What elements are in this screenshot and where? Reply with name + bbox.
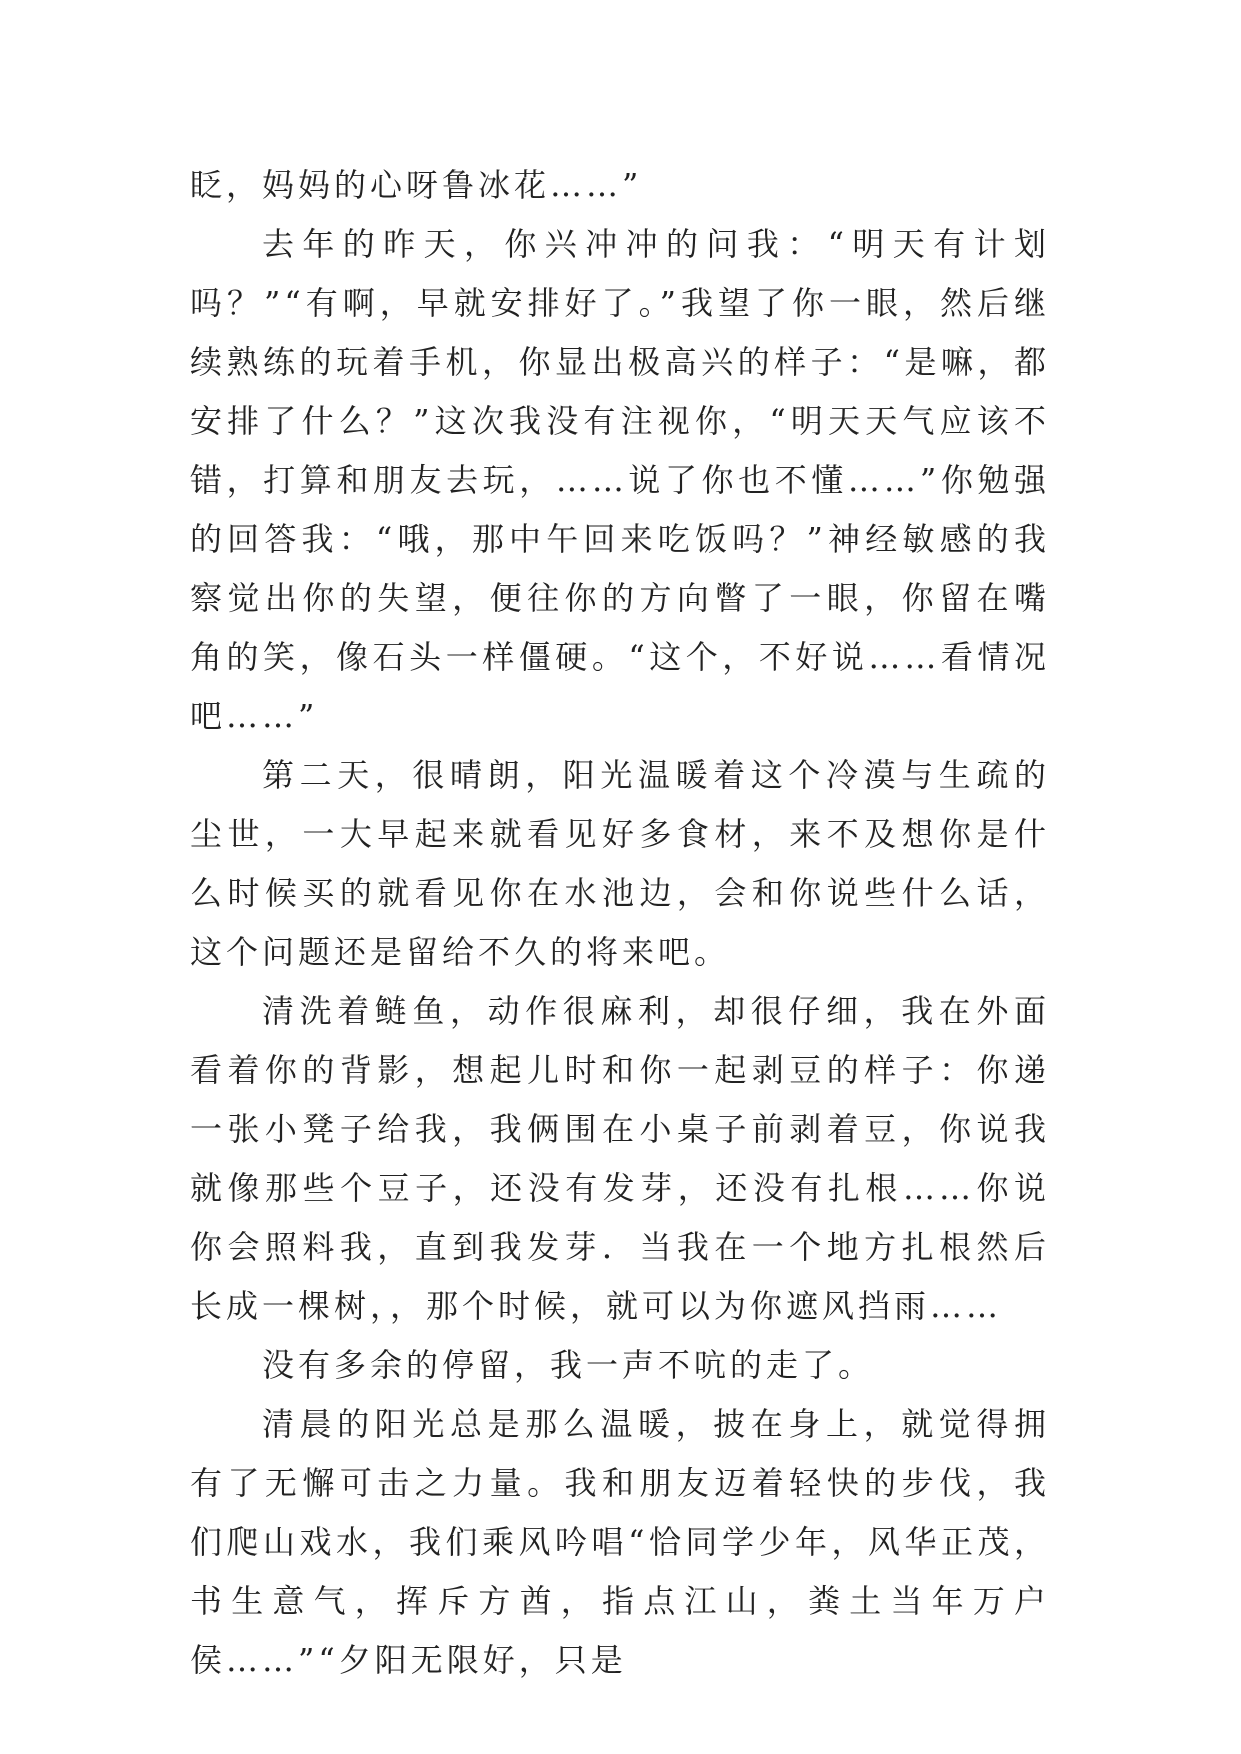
paragraph: 没有多余的停留，我一声不吭的走了。: [262, 1346, 875, 1384]
paragraph: 去年的昨天，你兴冲冲的问我：“明天有计划吗？”“有啊，早就安排好了。”我望了你一眼，然后继续熟练的玩着手机，你显出极高兴的样子：“是嘛，都安排了什么？”这次我没有注视你，“明天天气应该不错，打算和朋友去玩，……说了你也不懂……”你勉强的回答我：“哦，那中午回来吃饭吗？”神经敏感的我察觉出你的失望，便往你的方向瞥了一眼，你留在嘴角的笑，像石头一样僵硬。“这个，不好说……看情况吧……”: [190, 225, 1050, 735]
paragraph: 眨，妈妈的心呀鲁冰花……”: [190, 166, 643, 204]
paragraph: 清晨的阳光总是那么温暖，披在身上，就觉得拥有了无懈可击之力量。我和朋友迈着轻快的步伐，我们爬山戏水，我们乘风吟唱“恰同学少年，风华正茂，书生意气，挥斥方酋，指点江山，粪土当年万户侯……”“夕阳无限好，只是: [190, 1405, 1050, 1679]
paragraph: 清洗着鲢鱼，动作很麻利，却很仔细，我在外面看着你的背影，想起儿时和你一起剥豆的样子：你递一张小凳子给我，我俩围在小桌子前剥着豆，你说我就像那些个豆子，还没有发芽，还没有扎根……你说你会照料我，直到我发芽．当我在一个地方扎根然后长成一棵树，，那个时候，就可以为你遮风挡雨……: [190, 992, 1050, 1325]
paragraph: 第二天，很晴朗，阳光温暖着这个冷漠与生疏的尘世，一大早起来就看见好多食材，来不及想你是什么时候买的就看见你在水池边，会和你说些什么话，这个问题还是留给不久的将来吧。: [190, 756, 1050, 971]
document-body: [190, 156, 1050, 1690]
